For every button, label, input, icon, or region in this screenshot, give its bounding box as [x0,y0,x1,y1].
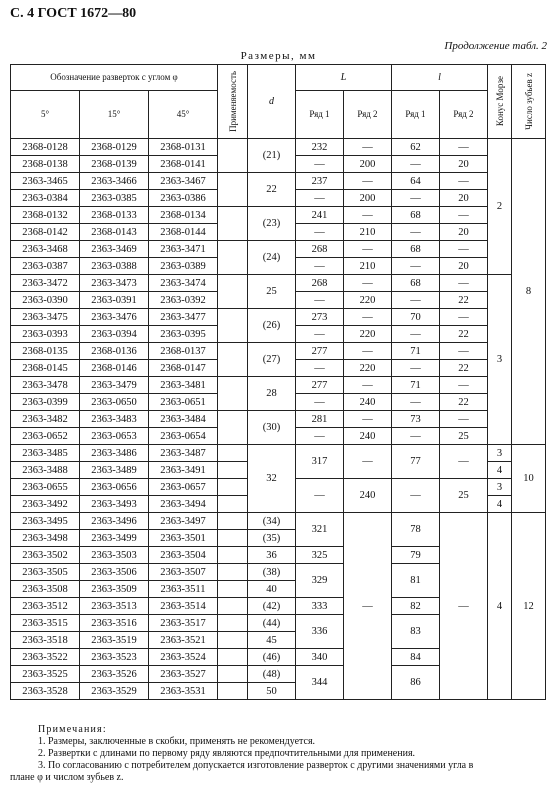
cell: 2363-3524 [149,649,218,666]
cell: 2363-3521 [149,632,218,649]
applicability-cell [218,173,248,207]
l1-cell: 83 [392,615,440,649]
dash-cell: — [296,394,344,411]
d-cell: 45 [248,632,296,649]
cell: 2363-0392 [149,292,218,309]
cell: 2363-3466 [80,173,149,190]
dash-cell: — [344,377,392,394]
L2-cell: 220 [344,326,392,343]
L2-cell: 200 [344,190,392,207]
l1-cell: 84 [392,649,440,666]
d-cell: (46) [248,649,296,666]
cell: 2363-3511 [149,581,218,598]
cell: 2363-0391 [80,292,149,309]
cell: 2368-0142 [11,224,80,241]
cell: 2363-0385 [80,190,149,207]
morse-cell: 3 [488,445,512,462]
d-cell: 22 [248,173,296,207]
table-continuation-label: Продолжение табл. 2 [444,40,547,52]
applicability-cell [218,479,248,496]
L1-cell: 237 [296,173,344,190]
morse-cell: 3 [488,275,512,445]
L-row2-header: Ряд 2 [344,91,392,139]
l1-cell: 70 [392,309,440,326]
teeth-cell: 12 [512,513,546,700]
L1-cell: 333 [296,598,344,615]
applicability-cell [218,530,248,547]
dash-cell: — [296,360,344,377]
dash-cell: — [392,394,440,411]
dash-cell: — [392,479,440,513]
d-cell: (27) [248,343,296,377]
cell: 2363-3514 [149,598,218,615]
applicability-cell [218,547,248,564]
cell: 2363-0387 [11,258,80,275]
cell: 2363-0653 [80,428,149,445]
morse-cell: 4 [488,513,512,700]
applicability-cell [218,598,248,615]
cell: 2363-3482 [11,411,80,428]
cell: 2363-3495 [11,513,80,530]
L2-cell: 200 [344,156,392,173]
applicability-cell [218,649,248,666]
cell: 2363-3525 [11,666,80,683]
morse-cell: 2 [488,139,512,275]
cell: 2363-0654 [149,428,218,445]
teeth-cell: 8 [512,139,546,445]
morse-cell: 4 [488,462,512,479]
l2-cell: 20 [440,224,488,241]
applicability-cell [218,445,248,462]
dash-cell: — [296,258,344,275]
cell: 2363-0384 [11,190,80,207]
morse-cell: 4 [488,496,512,513]
d-cell: 25 [248,275,296,309]
cell: 2363-3478 [11,377,80,394]
cell: 2363-3493 [80,496,149,513]
L1-cell: 336 [296,615,344,649]
dash-cell: — [440,207,488,224]
cell: 2363-3472 [11,275,80,292]
L2-cell: 220 [344,360,392,377]
cell: 2363-3479 [80,377,149,394]
dash-cell: — [296,326,344,343]
note-2: 2. Развертки с длинами по первому ряду являются предпочтительными для применения. [38,748,416,759]
cell: 2363-3508 [11,581,80,598]
cell: 2363-0386 [149,190,218,207]
dash-cell: — [440,445,488,479]
d-cell: (26) [248,309,296,343]
cell: 2363-0399 [11,394,80,411]
designation-header: Обозначение разверток с углом φ [11,65,218,91]
L-row1-header: Ряд 1 [296,91,344,139]
l2-cell: 25 [440,479,488,513]
cell: 2363-0395 [149,326,218,343]
cell: 2363-3507 [149,564,218,581]
dash-cell: — [440,411,488,428]
d-cell: (21) [248,139,296,173]
dash-cell: — [392,190,440,207]
dash-cell: — [440,377,488,394]
cell: 2368-0141 [149,156,218,173]
cell: 2368-0136 [80,343,149,360]
cell: 2363-3476 [80,309,149,326]
L1-cell: 317 [296,445,344,479]
L2-cell: 220 [344,292,392,309]
angle-45-header: 45° [149,91,218,139]
cell: 2363-3522 [11,649,80,666]
cell: 2363-3467 [149,173,218,190]
dash-cell: — [296,190,344,207]
applicability-cell [218,513,248,530]
cell: 2363-3509 [80,581,149,598]
dash-cell: — [392,326,440,343]
notes-section [10,724,545,784]
cell: 2363-0652 [11,428,80,445]
cell: 2363-3492 [11,496,80,513]
applicability-cell [218,632,248,649]
d-cell: (44) [248,615,296,632]
cell: 2368-0138 [11,156,80,173]
L-header: L [296,65,392,91]
cell: 2363-0655 [11,479,80,496]
dash-cell: — [392,156,440,173]
cell: 2363-3528 [11,683,80,700]
cell: 2363-3505 [11,564,80,581]
l1-cell: 79 [392,547,440,564]
L1-cell: 321 [296,513,344,547]
dash-cell: — [296,156,344,173]
applicability-cell [218,343,248,377]
teeth-header: Число зубьев z [512,65,546,139]
dash-cell: — [440,343,488,360]
cell: 2368-0128 [11,139,80,156]
cell: 2363-3477 [149,309,218,326]
cell: 2368-0147 [149,360,218,377]
cell: 2363-3471 [149,241,218,258]
applicability-cell [218,683,248,700]
note-1: 1. Размеры, заключенные в скобки, применять не рекомендуется. [38,736,316,747]
dash-cell: — [392,292,440,309]
cell: 2368-0146 [80,360,149,377]
L1-cell: 329 [296,564,344,598]
applicability-cell [218,666,248,683]
dash-cell: — [440,513,488,700]
cell: 2368-0139 [80,156,149,173]
l1-cell: 78 [392,513,440,547]
cell: 2368-0143 [80,224,149,241]
cell: 2363-3498 [11,530,80,547]
L1-cell: 273 [296,309,344,326]
L2-cell: 210 [344,258,392,275]
l2-cell: 20 [440,190,488,207]
cell: 2363-3531 [149,683,218,700]
table-body [11,139,546,700]
cell: 2363-3488 [11,462,80,479]
l2-cell: 22 [440,326,488,343]
cell: 2363-3496 [80,513,149,530]
dash-cell: — [440,173,488,190]
applicability-cell [218,241,248,275]
l1-cell: 77 [392,445,440,479]
L1-cell: 268 [296,275,344,292]
l2-cell: 20 [440,258,488,275]
cell: 2363-0651 [149,394,218,411]
applicability-cell [218,139,248,173]
l2-cell: 22 [440,292,488,309]
dash-cell: — [392,360,440,377]
cell: 2363-3491 [149,462,218,479]
teeth-cell: 10 [512,445,546,513]
dash-cell: — [344,309,392,326]
l-row1-header: Ряд 1 [392,91,440,139]
dash-cell: — [344,411,392,428]
dash-cell: — [440,275,488,292]
applicability-cell [218,564,248,581]
cell: 2363-3523 [80,649,149,666]
dash-cell: — [440,241,488,258]
dash-cell: — [440,309,488,326]
applicability-cell [218,309,248,343]
applicability-cell [218,581,248,598]
d-cell: (35) [248,530,296,547]
page-header: С. 4 ГОСТ 1672—80 [10,6,137,21]
l1-cell: 68 [392,207,440,224]
dash-cell: — [392,428,440,445]
cell: 2368-0135 [11,343,80,360]
cell: 2363-3485 [11,445,80,462]
note-3: 3. По согласованию с потребителем допускается изготовление разверток с другими значениями угла в [38,760,474,771]
dash-cell: — [392,224,440,241]
dash-cell: — [296,428,344,445]
cell: 2363-3513 [80,598,149,615]
cell: 2363-3517 [149,615,218,632]
dash-cell: — [440,139,488,156]
l1-cell: 62 [392,139,440,156]
L1-cell: 344 [296,666,344,700]
l2-cell: 25 [440,428,488,445]
L2-cell: 240 [344,479,392,513]
l2-cell: 22 [440,360,488,377]
angle-15-header: 15° [80,91,149,139]
cell: 2363-3487 [149,445,218,462]
l1-cell: 68 [392,241,440,258]
cell: 2368-0131 [149,139,218,156]
cell: 2363-3465 [11,173,80,190]
d-cell: 40 [248,581,296,598]
L1-cell: 232 [296,139,344,156]
dash-cell: — [296,479,344,513]
d-cell: (42) [248,598,296,615]
d-cell: (48) [248,666,296,683]
applicability-cell [218,615,248,632]
cell: 2363-3516 [80,615,149,632]
l1-cell: 71 [392,377,440,394]
note-3-continuation: плане φ и числом зубьев z. [10,772,124,783]
l2-cell: 22 [440,394,488,411]
dash-cell: — [344,241,392,258]
l1-cell: 73 [392,411,440,428]
cell: 2363-3474 [149,275,218,292]
d-cell: (24) [248,241,296,275]
cell: 2363-3481 [149,377,218,394]
l1-cell: 64 [392,173,440,190]
dash-cell: — [344,343,392,360]
cell: 2363-0657 [149,479,218,496]
cell: 2363-3527 [149,666,218,683]
dash-cell: — [296,224,344,241]
cell: 2363-3515 [11,615,80,632]
dash-cell: — [392,258,440,275]
L1-cell: 277 [296,343,344,360]
L1-cell: 325 [296,547,344,564]
cell: 2368-0134 [149,207,218,224]
dash-cell: — [344,207,392,224]
cell: 2363-3502 [11,547,80,564]
cell: 2368-0145 [11,360,80,377]
d-cell: (38) [248,564,296,581]
dash-cell: — [296,292,344,309]
dash-cell: — [344,445,392,479]
l1-cell: 81 [392,564,440,598]
cell: 2363-3483 [80,411,149,428]
l1-cell: 71 [392,343,440,360]
applicability-cell [218,411,248,445]
applicability-cell [218,207,248,241]
l-row2-header: Ряд 2 [440,91,488,139]
dash-cell: — [344,275,392,292]
d-cell: (23) [248,207,296,241]
cell: 2363-3529 [80,683,149,700]
L1-cell: 268 [296,241,344,258]
dash-cell: — [344,139,392,156]
reamer-dimensions-table [10,64,546,700]
cell: 2363-3526 [80,666,149,683]
d-cell: 28 [248,377,296,411]
cell: 2363-0388 [80,258,149,275]
d-cell: 36 [248,547,296,564]
l1-cell: 82 [392,598,440,615]
L1-cell: 241 [296,207,344,224]
notes-title: Примечания: [38,724,107,735]
applicability-cell [218,462,248,479]
dash-cell: — [344,173,392,190]
applicability-header: Применяемость [218,65,248,139]
cell: 2363-3497 [149,513,218,530]
cell: 2363-0656 [80,479,149,496]
L1-cell: 340 [296,649,344,666]
cell: 2363-3469 [80,241,149,258]
d-cell: (34) [248,513,296,530]
L1-cell: 281 [296,411,344,428]
d-cell: 32 [248,445,296,513]
cell: 2363-3501 [149,530,218,547]
l-header: l [392,65,488,91]
cell: 2368-0144 [149,224,218,241]
cell: 2363-3512 [11,598,80,615]
applicability-cell [218,275,248,309]
l2-cell: 20 [440,156,488,173]
cell: 2363-3499 [80,530,149,547]
d-cell: (30) [248,411,296,445]
cell: 2363-0650 [80,394,149,411]
cell: 2363-3489 [80,462,149,479]
cell: 2363-3503 [80,547,149,564]
cell: 2363-3484 [149,411,218,428]
morse-header: Конус Морзе [488,65,512,139]
units-label: Размеры, мм [240,50,317,62]
morse-cell: 3 [488,479,512,496]
L2-cell: 240 [344,394,392,411]
cell: 2363-3519 [80,632,149,649]
cell: 2363-3486 [80,445,149,462]
d-header: d [248,65,296,139]
cell: 2363-0394 [80,326,149,343]
dash-cell: — [344,513,392,700]
cell: 2363-3504 [149,547,218,564]
d-cell: 50 [248,683,296,700]
L2-cell: 240 [344,428,392,445]
applicability-cell [218,377,248,411]
cell: 2368-0133 [80,207,149,224]
cell: 2363-3468 [11,241,80,258]
l1-cell: 68 [392,275,440,292]
cell: 2363-3494 [149,496,218,513]
applicability-cell [218,496,248,513]
cell: 2368-0137 [149,343,218,360]
cell: 2363-3475 [11,309,80,326]
l1-cell: 86 [392,666,440,700]
L1-cell: 277 [296,377,344,394]
cell: 2368-0132 [11,207,80,224]
cell: 2363-3518 [11,632,80,649]
cell: 2363-3473 [80,275,149,292]
L2-cell: 210 [344,224,392,241]
angle-5-header: 5° [11,91,80,139]
cell: 2368-0129 [80,139,149,156]
cell: 2363-0390 [11,292,80,309]
cell: 2363-3506 [80,564,149,581]
cell: 2363-0389 [149,258,218,275]
cell: 2363-0393 [11,326,80,343]
